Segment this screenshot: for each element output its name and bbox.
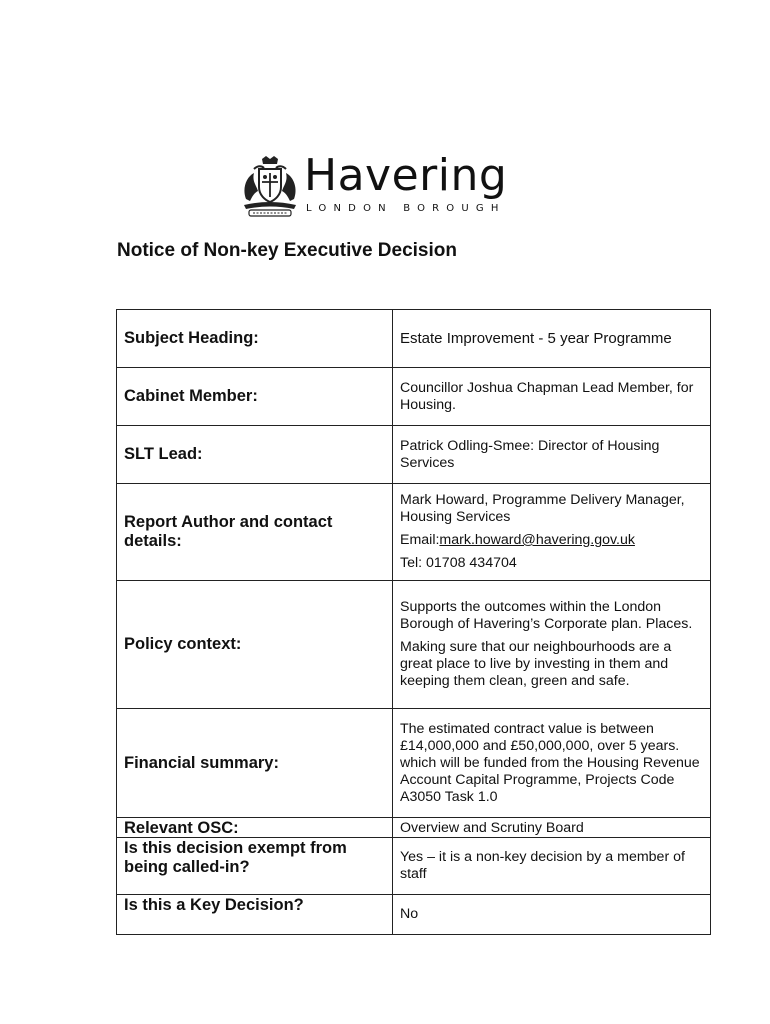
logo-subtitle: LONDON BOROUGH <box>306 203 506 214</box>
call-in-exempt-label: Is this decision exempt from being called-in? <box>117 838 393 895</box>
page-title: Notice of Non-key Executive Decision <box>117 240 457 261</box>
email-link[interactable]: mark.howard@havering.gov.uk <box>439 532 635 548</box>
financial-summary-label: Financial summary: <box>117 709 393 818</box>
call-in-exempt-value <box>393 838 711 895</box>
policy-context-para-2: Making sure that our neighbourhoods are a great place to live by investing in them and keeping them clean, green and safe. <box>400 639 672 689</box>
report-author-value <box>393 484 711 581</box>
table-row-cabinet-member <box>117 368 711 426</box>
logo-wordmark: Havering <box>304 150 508 201</box>
report-author-tel: Tel: 01708 434704 <box>400 555 517 571</box>
policy-context-para-1: Supports the outcomes within the London Borough of Havering’s Corporate plan. Places. <box>400 599 693 632</box>
cabinet-member-text: Councillor Joshua Chapman Lead Member, for Housing. <box>400 379 694 413</box>
policy-context-value <box>393 581 711 709</box>
borough-crest-icon <box>240 155 300 217</box>
report-author-name: Mark Howard, Programme Delivery Manager, Housing Services <box>400 492 685 525</box>
slt-lead-label: SLT Lead: <box>117 426 393 484</box>
subject-heading-text: Estate Improvement - 5 year Programme <box>400 329 672 347</box>
table-row-key-decision <box>117 895 711 935</box>
cabinet-member-value <box>393 368 711 426</box>
email-prefix: Email: <box>400 532 440 548</box>
subject-heading-label: Subject Heading: <box>117 310 393 368</box>
subject-heading-value <box>393 310 711 368</box>
report-author-label: Report Author and contact details: <box>117 484 393 581</box>
table-row-subject-heading <box>117 310 711 368</box>
havering-logo <box>240 152 530 222</box>
table-row-call-in-exempt <box>117 838 711 895</box>
key-decision-text: No <box>400 906 419 922</box>
decision-table <box>116 309 711 935</box>
slt-lead-value <box>393 426 711 484</box>
table-row-financial-summary <box>117 709 711 818</box>
key-decision-label: Is this a Key Decision? <box>117 895 393 935</box>
relevant-osc-text: Overview and Scrutiny Board <box>400 819 584 836</box>
slt-lead-text: Patrick Odling-Smee: Director of Housing Services <box>400 437 660 471</box>
table-row-slt-lead <box>117 426 711 484</box>
report-author-email-line <box>400 532 704 549</box>
cabinet-member-label: Cabinet Member: <box>117 368 393 426</box>
relevant-osc-label: Relevant OSC: <box>117 818 393 838</box>
financial-summary-value <box>393 709 711 818</box>
policy-context-label: Policy context: <box>117 581 393 709</box>
key-decision-value <box>393 895 711 935</box>
financial-summary-text: The estimated contract value is between £14,000,000 and £50,000,000, over 5 years. which will be funded from the Housing Revenue Account Capital Programme, Projects Code A3050 Task 1.0 <box>400 720 700 805</box>
table-row-relevant-osc <box>117 818 711 838</box>
table-row-report-author <box>117 484 711 581</box>
table-row-policy-context <box>117 581 711 709</box>
call-in-exempt-text: Yes – it is a non-key decision by a member of staff <box>400 849 685 882</box>
relevant-osc-value <box>393 818 711 838</box>
